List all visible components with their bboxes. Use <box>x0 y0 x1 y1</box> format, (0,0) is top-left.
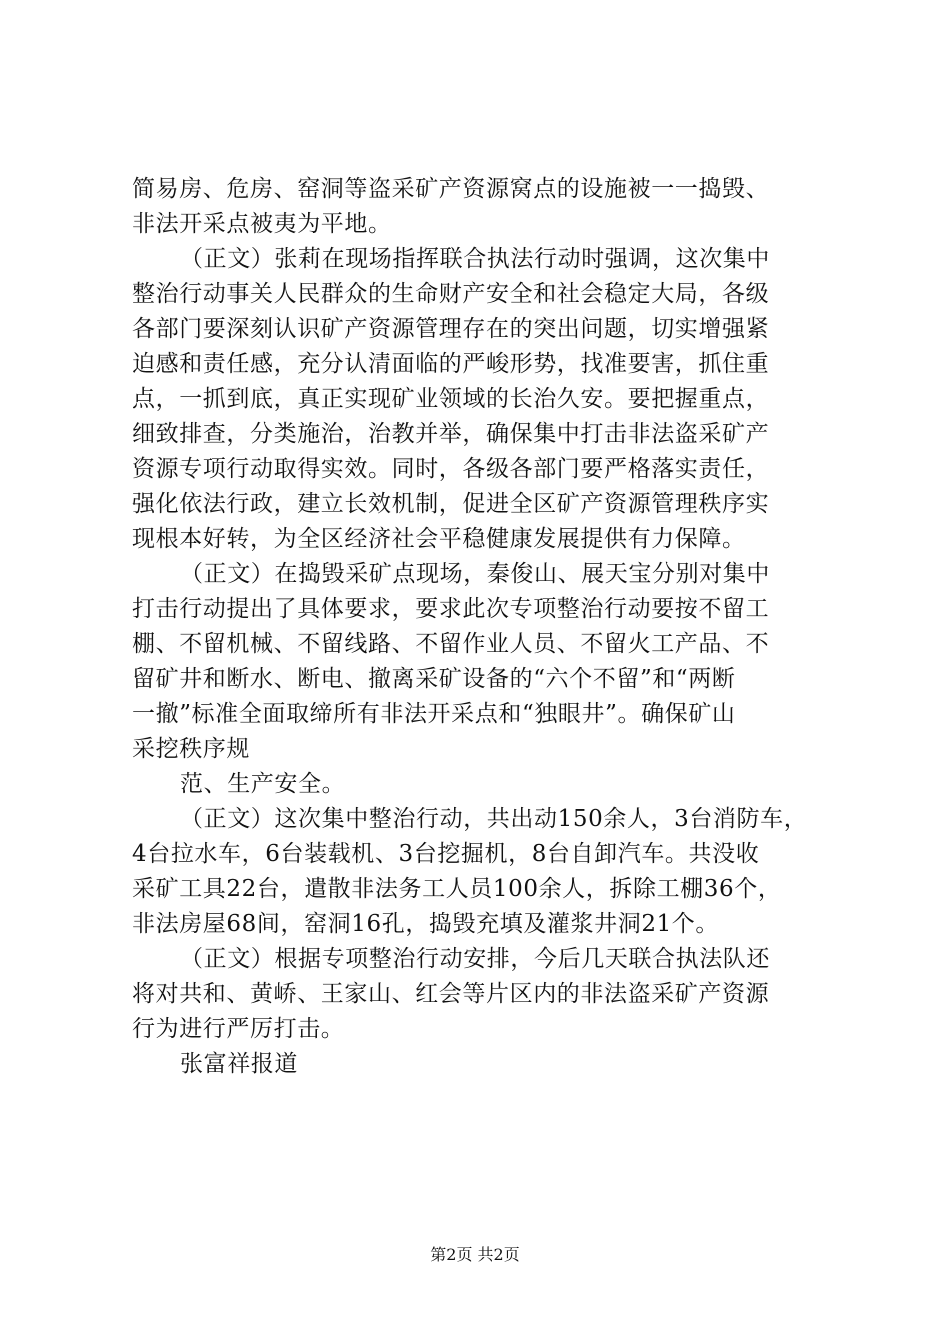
text-line: 4台拉水车，6台装载机、3台挖掘机，8台自卸汽车。共没收 <box>132 841 760 867</box>
text-line: 资源专项行动取得实效。同时，各级各部门要严格落实责任， <box>132 456 770 482</box>
text-line: 迫感和责任感，充分认清面临的严峻形势，找准要害，抓住重 <box>132 351 770 377</box>
text-line: 将对共和、黄峤、王家山、红会等片区内的非法盗采矿产资源 <box>132 981 770 1007</box>
text-line: 打击行动提出了具体要求，要求此次专项整治行动要按不留工 <box>132 596 770 622</box>
text-line: （正文）根据专项整治行动安排，今后几天联合执法队还 <box>180 946 770 972</box>
text-line: 范、生产安全。 <box>180 771 346 797</box>
text-line: 一撤”标准全面取缔所有非法开采点和“独眼井”。确保矿山 <box>132 701 736 727</box>
text-line: 采挖秩序规 <box>132 736 250 762</box>
text-line: 非法开采点被夷为平地。 <box>132 211 392 237</box>
text-line: 各部门要深刻认识矿产资源管理存在的突出问题，切实增强紧 <box>132 316 770 342</box>
text-line: 点，一抓到底，真正实现矿业领域的长治久安。要把握重点， <box>132 386 770 412</box>
text-line: （正文）在捣毁采矿点现场，秦俊山、展天宝分别对集中 <box>180 561 770 587</box>
text-line: 采矿工具22台，遣散非法务工人员100余人，拆除工棚36个， <box>132 876 782 902</box>
text-line: 整治行动事关人民群众的生命财产安全和社会稳定大局，各级 <box>132 281 770 307</box>
text-line: 细致排查，分类施治，治教并举，确保集中打击非法盗采矿产 <box>132 421 770 447</box>
text-line: 非法房屋68间，窑洞16孔，捣毁充填及灌浆井洞21个。 <box>132 911 719 937</box>
text-line: 留矿井和断水、断电、撤离采矿设备的“六个不留”和“两断 <box>132 666 736 692</box>
article-body <box>132 172 832 1082</box>
text-line: （正文）张莉在现场指挥联合执法行动时强调，这次集中 <box>180 246 770 272</box>
text-line: 棚、不留机械、不留线路、不留作业人员、不留火工产品、不 <box>132 631 770 657</box>
text-line: 行为进行严厉打击。 <box>132 1016 345 1042</box>
text-line: （正文）这次集中整治行动，共出动150余人，3台消防车， <box>180 806 808 832</box>
page-footer <box>0 1245 950 1265</box>
text-line: 现根本好转，为全区经济社会平稳健康发展提供有力保障。 <box>132 526 746 552</box>
text-line: 强化依法行政，建立长效机制，促进全区矿产资源管理秩序实 <box>132 491 770 517</box>
page-number-label: 第2页 共2页 <box>430 1245 520 1264</box>
byline: 张富祥报道 <box>180 1051 298 1077</box>
text-line: 简易房、危房、窑洞等盗采矿产资源窝点的设施被一一捣毁、 <box>132 176 770 202</box>
